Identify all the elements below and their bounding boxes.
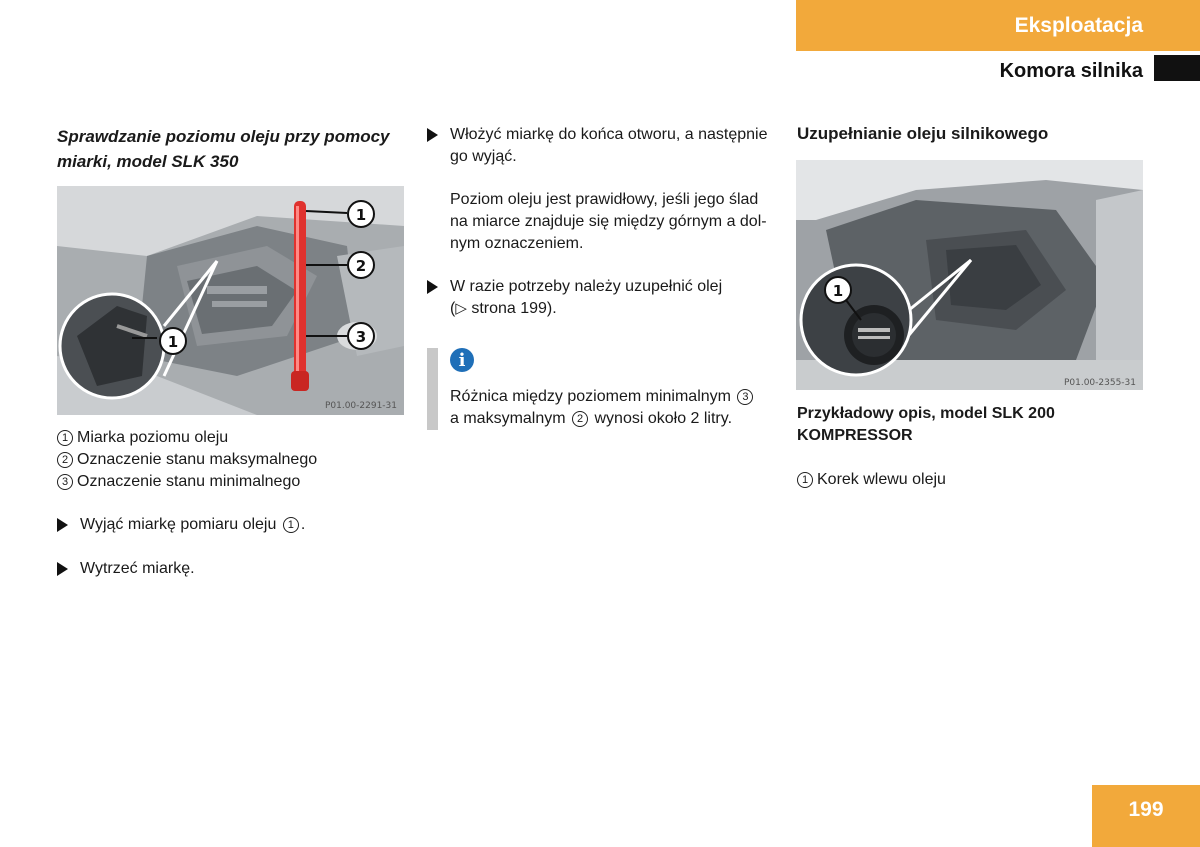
step-arrow-icon <box>427 280 438 294</box>
legend-item <box>57 427 317 449</box>
section-title: Komora silnika <box>999 60 1143 82</box>
step-arrow-icon <box>427 128 438 142</box>
info-note: Różnica między poziomem minimalnym 3 a maksymalnym 2 wynosi około 2 litry. <box>450 386 755 430</box>
legend-item <box>57 471 317 493</box>
photo-code: P01.00-2355-31 <box>1063 378 1136 388</box>
oil-level-paragraph: Poziom oleju jest prawidłowy, jeśli jego ślad na miarce znajduje się między górnym a dol- nym oznaczeniem. <box>450 191 767 252</box>
callout-number: 3 <box>737 389 753 405</box>
step-insert-dipstick <box>427 124 767 168</box>
oil-topup-heading: Uzupełnianie oleju silnikowego <box>797 124 1049 143</box>
photo-caption: Przykładowy opis, model SLK 200 KOMPRESSOR <box>797 405 1055 444</box>
info-sidebar <box>427 348 438 430</box>
legend-text: Miarka poziomu oleju <box>77 429 229 446</box>
step-text: Wyjąć miarkę pomiaru oleju 1 . <box>80 516 306 533</box>
section-marker <box>1154 55 1200 81</box>
callout-number: 1 <box>797 472 813 488</box>
step-text: Włożyć miarkę do końca otworu, a następnie go wyjąć. <box>450 126 768 165</box>
oil-cap-photo <box>796 160 1143 390</box>
callout-number: 2 <box>57 452 73 468</box>
callout-number: 3 <box>57 474 73 490</box>
step-arrow-icon <box>57 518 68 532</box>
callout-number: 1 <box>57 430 73 446</box>
photo-code: P01.00-2291-31 <box>324 401 397 411</box>
callout-number: 1 <box>283 517 299 533</box>
chapter-title: Eksploatacja <box>1014 13 1143 37</box>
dipstick-heading: Sprawdzanie poziomu oleju przy pomocy miarki, model SLK 350 <box>57 127 390 171</box>
svg-text:1: 1 <box>832 282 844 300</box>
callout-number: 2 <box>572 411 588 427</box>
legend-item <box>797 469 946 491</box>
step-arrow-icon <box>57 562 68 576</box>
engine-bay-illustration <box>796 160 1143 390</box>
step-text: Wytrzeć miarkę. <box>80 560 195 577</box>
dipstick-photo <box>57 186 404 415</box>
step-text: W razie potrzeby należy uzupełnić olej (▷ strona 199). <box>450 278 723 317</box>
legend-text: Korek wlewu oleju <box>817 471 946 488</box>
svg-text:1: 1 <box>355 206 367 224</box>
engine-bay-illustration <box>57 186 404 415</box>
step-topup-oil <box>427 276 722 320</box>
page-reference-icon: ▷ <box>455 300 467 317</box>
chapter-tab <box>796 0 1200 51</box>
legend-text: Oznaczenie stanu minimalnego <box>77 473 301 490</box>
legend-text: Oznaczenie stanu maksymalnego <box>77 451 318 468</box>
info-icon: i <box>450 348 474 372</box>
dipstick-legend <box>57 427 317 493</box>
step-wipe-dipstick <box>57 558 195 580</box>
svg-text:2: 2 <box>355 257 367 275</box>
legend-item <box>57 449 317 471</box>
svg-text:3: 3 <box>355 328 367 346</box>
svg-text:1: 1 <box>167 333 179 351</box>
page-number: 199 <box>1092 785 1200 847</box>
oil-cap-legend <box>797 469 946 491</box>
step-remove-dipstick <box>57 514 305 536</box>
